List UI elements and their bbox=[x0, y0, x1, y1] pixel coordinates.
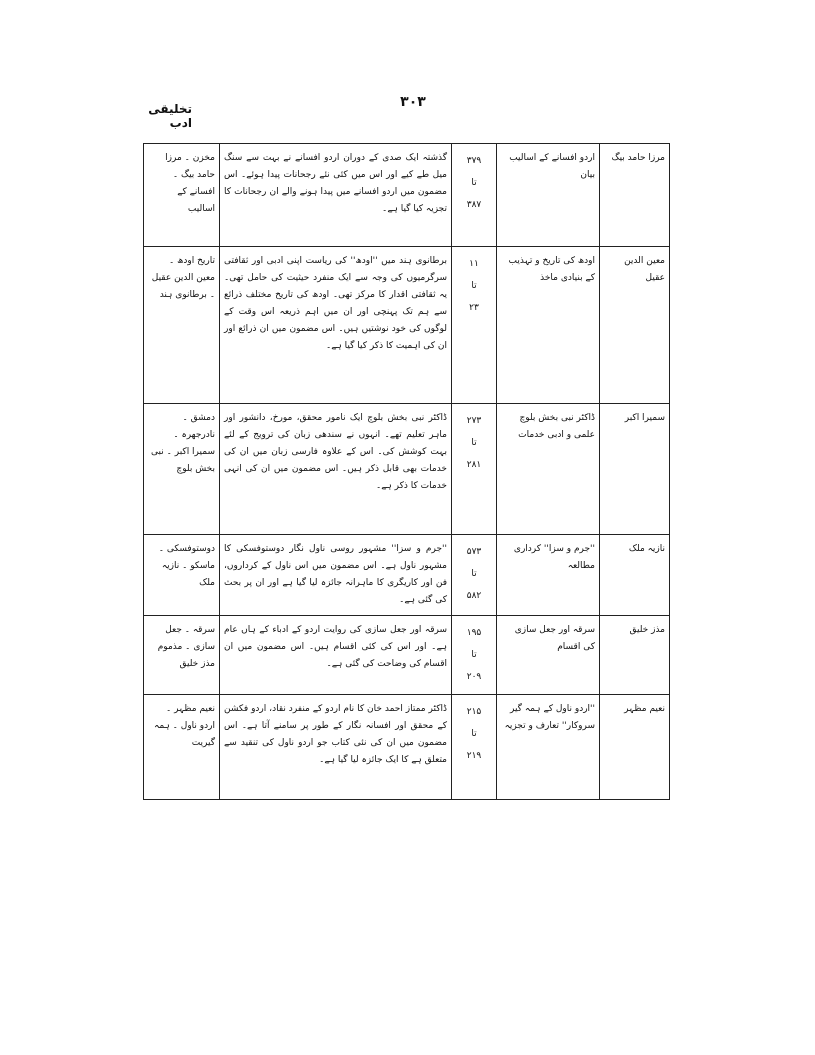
page-start: ۲۷۳ bbox=[466, 416, 482, 426]
page-end: ۲۱۹ bbox=[466, 751, 482, 761]
page-end: ۳۸۷ bbox=[466, 200, 482, 210]
table-row bbox=[144, 404, 670, 535]
keywords-cell: دوستوفسکی ۔ ماسکو ۔ نازیہ ملک bbox=[144, 535, 220, 616]
page-to: تا bbox=[471, 650, 477, 660]
keywords-cell: سرقہ ۔ جعل سازی ۔ مذموم مذز خلیق bbox=[144, 616, 220, 695]
page-to: تا bbox=[471, 281, 477, 291]
page-start: ۵۷۳ bbox=[466, 547, 482, 557]
title-cell: ''اردو ناول کے ہمہ گیر سروکار'' تعارف و تجزیہ bbox=[497, 695, 600, 800]
author-cell: معین الدین عقیل bbox=[600, 247, 670, 404]
title-cell: اردو افسانے کے اسالیب بیان bbox=[497, 144, 600, 247]
table-row bbox=[144, 616, 670, 695]
page-to: تا bbox=[471, 729, 477, 739]
page-number: ۳۰۳ bbox=[400, 94, 426, 110]
article-index-table bbox=[143, 143, 670, 800]
table-row bbox=[144, 144, 670, 247]
page-start: ۱۱ bbox=[469, 259, 479, 269]
summary-cell: ''جرم و سزا'' مشہور روسی ناول نگار دوستوفسکی کا مشہور ناول ہے۔ اس مضمون میں اس ناول کے کرداروں، فن اور کاریگری کا ماہرانہ جائزہ لیا گیا ہے اور ان پر بحث کی گئی ہے۔ bbox=[220, 535, 452, 616]
summary-cell: سرقہ اور جعل سازی کی روایت اردو کے ادباء کے ہاں عام ہے۔ اور اس کی کئی اقسام ہیں۔ اس مضمون میں ان اقسام کی وضاحت کی گئی ہے۔ bbox=[220, 616, 452, 695]
running-header-title: تخلیقی ادب bbox=[148, 102, 192, 130]
page-start: ۲۱۵ bbox=[466, 707, 482, 717]
title-cell: ڈاکٹر نبی بخش بلوچ علمی و ادبی خدمات bbox=[497, 404, 600, 535]
page-to: تا bbox=[471, 178, 477, 188]
title-cell: سرقہ اور جعل سازی کی اقسام bbox=[497, 616, 600, 695]
author-cell: سمیرا اکبر bbox=[600, 404, 670, 535]
page-start: ۱۹۵ bbox=[466, 628, 482, 638]
page-end: ۵۸۲ bbox=[466, 591, 482, 601]
keywords-cell: نعیم مظہر ۔ اردو ناول ۔ ہمہ گیریت bbox=[144, 695, 220, 800]
author-cell: نازیہ ملک bbox=[600, 535, 670, 616]
pages-cell bbox=[452, 404, 497, 535]
title-cell: اودھ کی تاریخ و تہذیب کے بنیادی ماخذ bbox=[497, 247, 600, 404]
table-row bbox=[144, 247, 670, 404]
summary-cell: ڈاکٹر ممتاز احمد خان کا نام اردو کے منفرد نقاد، اردو فکشن کے محقق اور افسانہ نگار کے طور پر سامنے آتا ہے۔ اس مضمون میں ان کی نئی کتاب جو اردو ناول کی تنقید سے متعلق ہے کا ایک جائزہ لیا گیا ہے۔ bbox=[220, 695, 452, 800]
keywords-cell: تاریخ اودھ ۔ معین الدین عقیل ۔ برطانوی ہند bbox=[144, 247, 220, 404]
page-to: تا bbox=[471, 438, 477, 448]
author-cell: مذز خلیق bbox=[600, 616, 670, 695]
summary-cell: گذشتہ ایک صدی کے دوران اردو افسانے نے بہت سے سنگ میل طے کیے اور اس میں کئی نئے رجحانات پیدا ہوئے۔ اس مضمون میں اردو افسانے میں پیدا ہونے والے ان رجحانات کا تجزیہ کیا گیا ہے۔ bbox=[220, 144, 452, 247]
table-row bbox=[144, 695, 670, 800]
pages-cell bbox=[452, 247, 497, 404]
keywords-cell: مخزن ۔ مرزا حامد بیگ ۔ افسانے کے اسالیب bbox=[144, 144, 220, 247]
summary-cell: برطانوی ہند میں ''اودھ'' کی ریاست اپنی ادبی اور ثقافتی سرگرمیوں کی وجہ سے ایک منفرد حیثیت کی حامل تھی۔ یہ ثقافتی اقدار کا مرکز تھی۔ اودھ کی تاریخ مختلف ذرائع سے ہم تک پہنچی اور ان میں اہم ذریعہ اس وقت کے لوگوں کی خود نوشتیں ہیں۔ اس مضمون میں ان ذرائع اور ان کی اہمیت کا ذکر کیا گیا ہے۔ bbox=[220, 247, 452, 404]
page-start: ۳۷۹ bbox=[466, 156, 482, 166]
summary-cell: ڈاکٹر نبی بخش بلوچ ایک نامور محقق، مورخ، دانشور اور ماہر تعلیم تھے۔ انہوں نے سندھی زبان کی ترویج کے لئے بہت کوشش کی۔ اس کے علاوہ فارسی زبان میں ان کی خدمات بھی قابل ذکر ہیں۔ اس مضمون میں ان کی انہی خدمات کا ذکر ہے۔ bbox=[220, 404, 452, 535]
pages-cell bbox=[452, 535, 497, 616]
pages-cell bbox=[452, 144, 497, 247]
table-row bbox=[144, 535, 670, 616]
page-to: تا bbox=[471, 569, 477, 579]
pages-cell bbox=[452, 695, 497, 800]
keywords-cell: دمشق ۔ نادرجھرہ ۔ سمیرا اکبر ۔ نبی بخش بلوچ bbox=[144, 404, 220, 535]
page-end: ۲۰۹ bbox=[466, 672, 482, 682]
page-end: ۲۳ bbox=[469, 303, 479, 313]
page-end: ۲۸۱ bbox=[466, 460, 482, 470]
title-cell: ''جرم و سزا'' کرداری مطالعہ bbox=[497, 535, 600, 616]
author-cell: نعیم مظہر bbox=[600, 695, 670, 800]
author-cell: مرزا حامد بیگ bbox=[600, 144, 670, 247]
pages-cell bbox=[452, 616, 497, 695]
